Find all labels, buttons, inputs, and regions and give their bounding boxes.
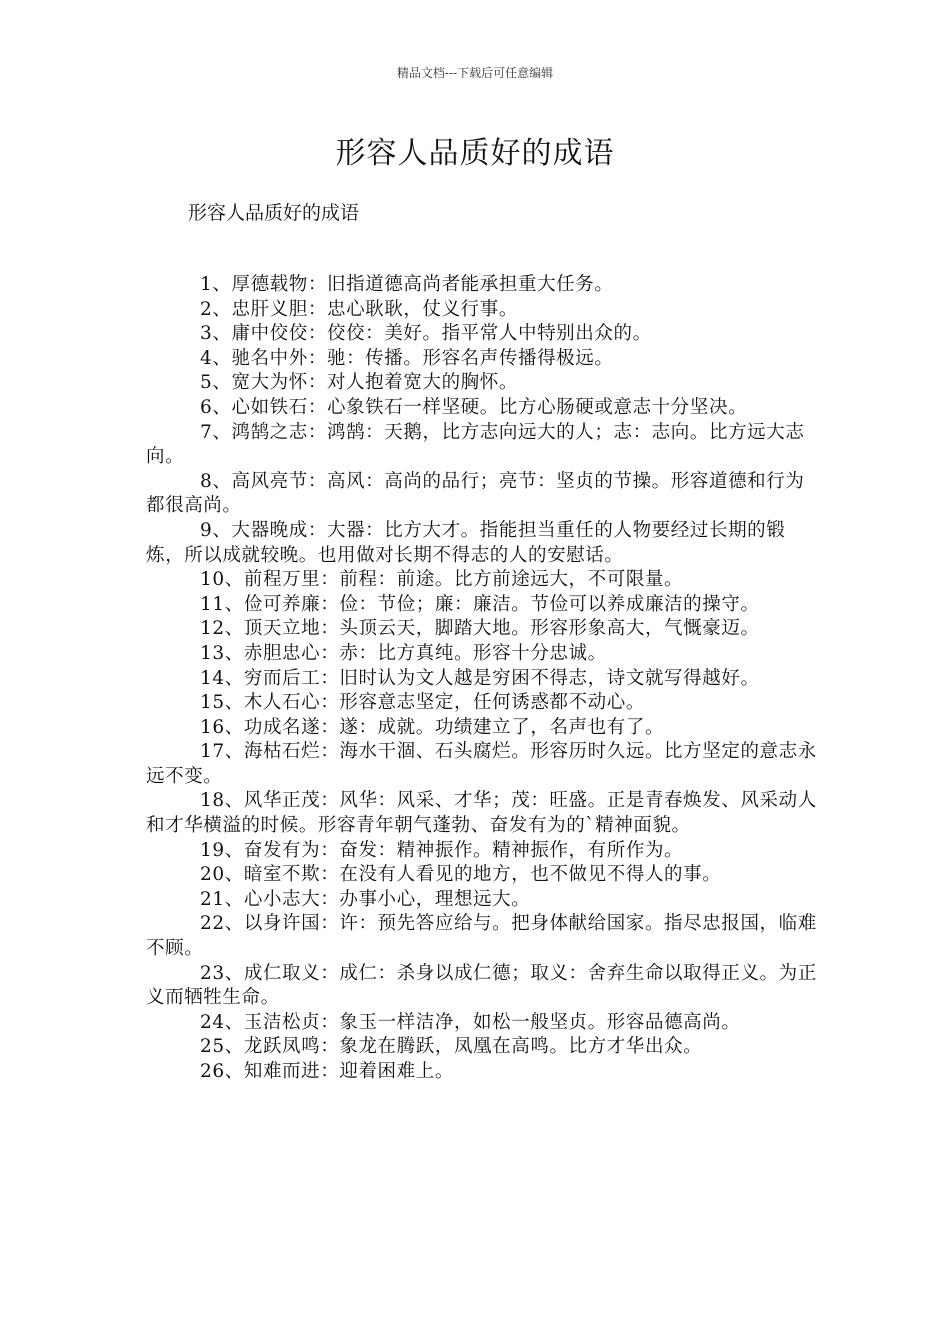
idiom-entry: 1、厚德载物：旧指道德高尚者能承担重大任务。 bbox=[200, 274, 614, 295]
idiom-entry: 24、玉洁松贞：象玉一样洁净，如松一般坚贞。形容品德高尚。 bbox=[200, 1011, 741, 1033]
idiom-entry: 20、暗室不欺：在没有人看见的地方，也不做见不得人的事。 bbox=[200, 864, 722, 886]
idiom-entry: 8、高风亮节：高风：高尚的品行；亮节：坚贞的节操。形容道德和行为都很高尚。 bbox=[146, 470, 805, 517]
idiom-entry: 7、鸿鹄之志：鸿鹄：天鹅，比方志向远大的人；志：志向。比方远大志向。 bbox=[146, 421, 805, 468]
document-title: 形容人品质好的成语 bbox=[335, 136, 615, 171]
idiom-entry: 16、功成名遂：遂：成就。功绩建立了，名声也有了。 bbox=[200, 716, 665, 738]
idiom-entry: 15、木人石心：形容意志坚定，任何诱惑都不动心。 bbox=[200, 692, 645, 714]
document-subtitle: 形容人品质好的成语 bbox=[188, 202, 360, 224]
idiom-entry: 6、心如铁石：心象铁石一样坚硬。比方心肠硬或意志十分坚决。 bbox=[200, 396, 748, 418]
idiom-entry: 21、心小志大：办事小心，理想远大。 bbox=[200, 888, 531, 910]
idiom-entry: 26、知难而进：迎着困难上。 bbox=[200, 1061, 454, 1082]
idiom-entry: 3、庸中佼佼：佼佼：美好。指平常人中特别出众的。 bbox=[200, 323, 652, 345]
idiom-entry: 23、成仁取义：成仁：杀身以成仁德；取义：舍弃生命以取得正义。为正义而牺牲生命。 bbox=[146, 962, 817, 1009]
idiom-entry: 25、龙跃凤鸣：象龙在腾跃，凤凰在高鸣。比方才华出众。 bbox=[200, 1036, 703, 1058]
header-note: 精品文档---下载后可任意编辑 bbox=[396, 66, 554, 80]
idiom-entry: 2、忠肝义胆：忠心耿耿，仗义行事。 bbox=[200, 298, 518, 320]
idiom-entry: 5、宽大为怀：对人抱着宽大的胸怀。 bbox=[200, 372, 518, 394]
idiom-entry: 12、顶天立地：头顶云天，脚踏大地。形容形象高大，气慨豪迈。 bbox=[200, 618, 760, 640]
idiom-entry: 14、穷而后工：旧时认为文人越是穷困不得志，诗文就写得越好。 bbox=[200, 667, 760, 689]
idiom-entry: 10、前程万里：前程：前途。比方前途远大，不可限量。 bbox=[200, 569, 684, 591]
idiom-entry: 9、大器晚成：大器：比方大才。指能担当重任的人物要经过长期的锻炼，所以成就较晚。也用做对长期不得志的人的安慰话。 bbox=[146, 519, 786, 566]
idiom-entry: 22、以身许国：许：预先答应给与。把身体献给国家。指尽忠报国，临难不顾。 bbox=[146, 913, 817, 960]
idiom-entry: 18、风华正茂：风华：风采、才华；茂：旺盛。正是青春焕发、风采动人和才华横溢的时候。形容青年朝气蓬勃、奋发有为的`精神面貌。 bbox=[146, 790, 817, 837]
idiom-entry: 11、俭可养廉：俭：节俭；廉：廉洁。节俭可以养成廉洁的操守。 bbox=[200, 593, 760, 615]
idiom-entry: 4、驰名中外：驰：传播。形容名声传播得极远。 bbox=[200, 347, 614, 369]
idiom-entry: 19、奋发有为：奋发：精神振作。精神振作，有所作为。 bbox=[200, 839, 684, 861]
idiom-entry: 17、海枯石烂：海水干涸、石头腐烂。形容历时久远。比方坚定的意志永远不变。 bbox=[146, 741, 817, 787]
idiom-entry: 13、赤胆忠心：赤：比方真纯。形容十分忠诚。 bbox=[200, 642, 607, 664]
idiom-list bbox=[146, 273, 822, 1085]
